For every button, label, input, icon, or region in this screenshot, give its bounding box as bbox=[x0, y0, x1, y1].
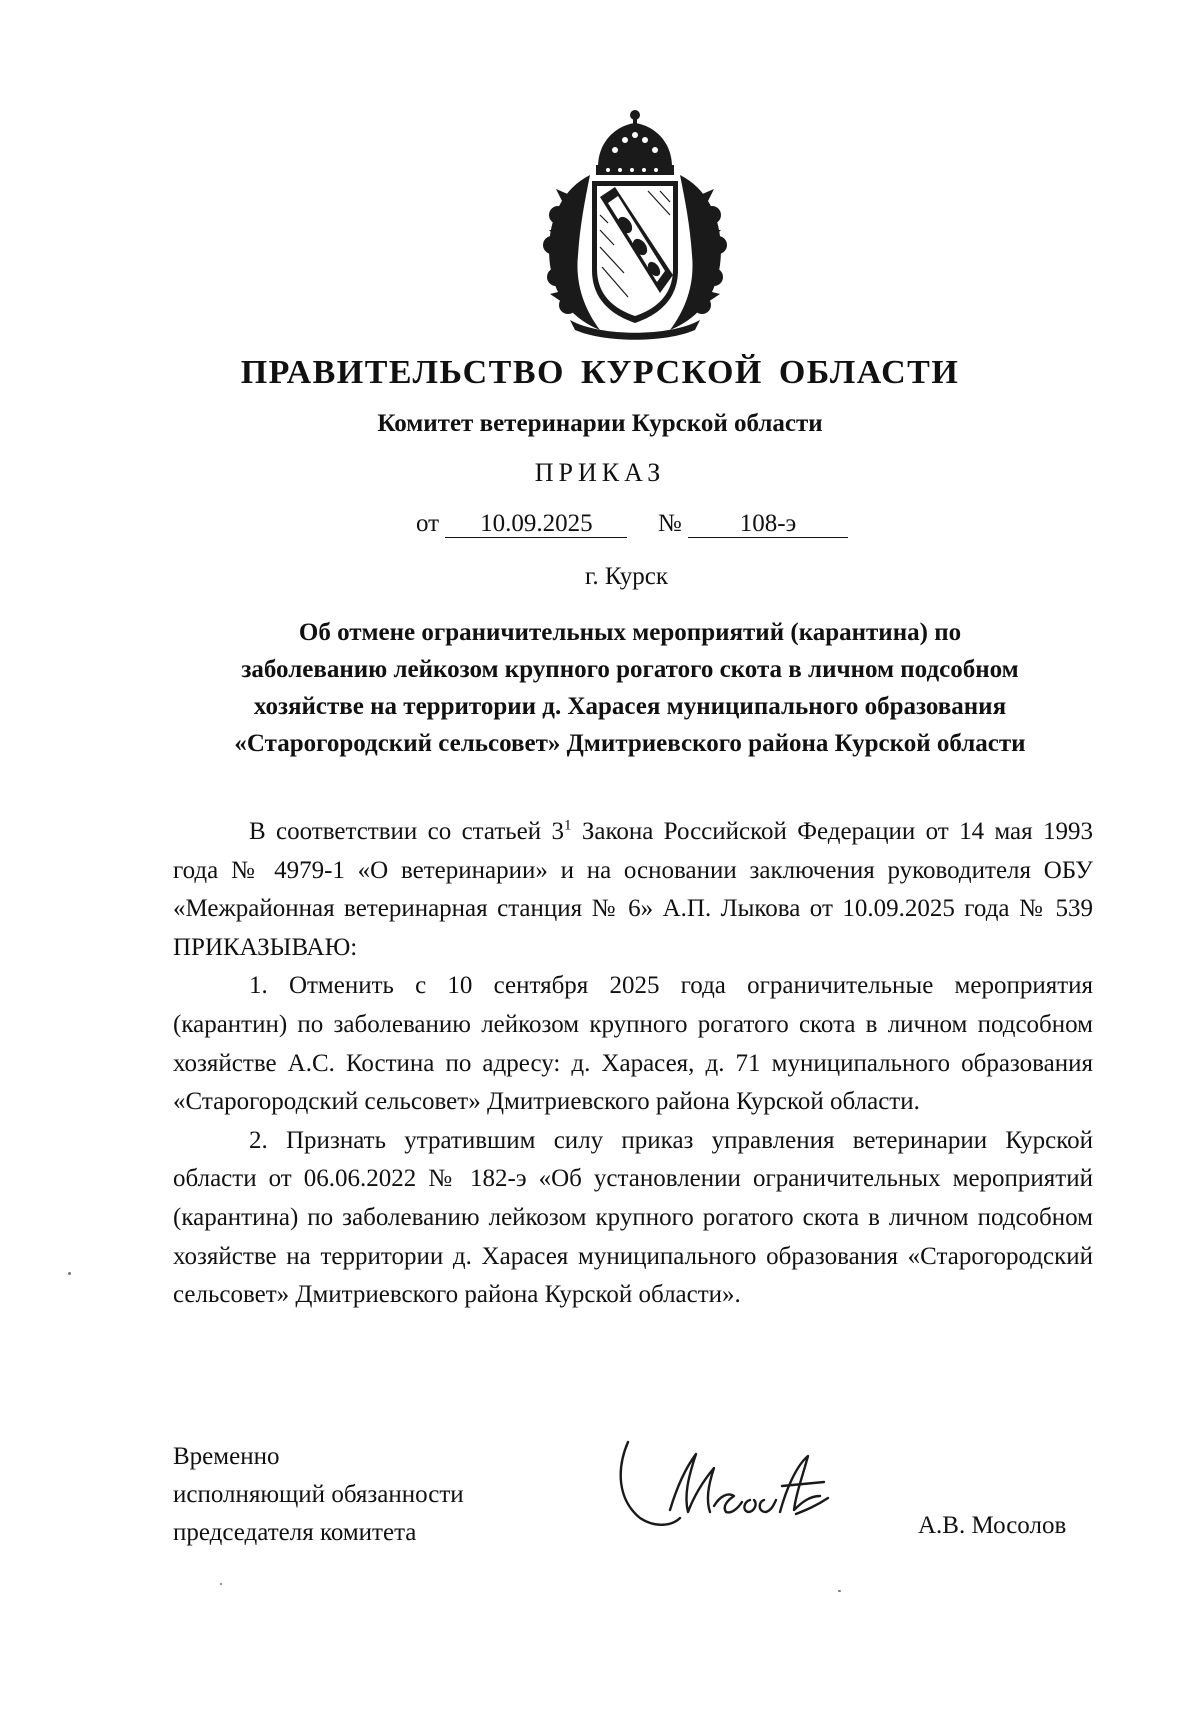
scan-speck bbox=[220, 1583, 222, 1585]
date-prefix: от bbox=[416, 510, 440, 537]
scan-speck bbox=[68, 1272, 71, 1275]
number-prefix: № bbox=[657, 510, 682, 537]
preamble-text-b: Закона Российской Федерации от 14 мая 1993 года № 4979-1 «О ветеринарии» и на основании заключения руководителя ОБУ «Межрайонная ветеринарная станция № 6» А.П. Лыкова от 10.09.2025 года № 539 ПРИКАЗЫВАЮ: bbox=[173, 818, 1094, 961]
document-body bbox=[173, 813, 1093, 1315]
subject-line: заболеванию лейкозом крупного рогатого скота в личном подсобном bbox=[241, 656, 1019, 683]
signer-position-line: председателя комитета bbox=[173, 1519, 417, 1546]
signer-position bbox=[173, 1438, 464, 1552]
committee-name: Комитет ветеринарии Курской области bbox=[377, 410, 823, 437]
article-superscript: 1 bbox=[564, 817, 572, 834]
preamble-paragraph bbox=[173, 813, 1093, 967]
signer-position-line: Временно bbox=[173, 1443, 280, 1470]
coat-of-arms-icon bbox=[530, 105, 740, 340]
order-item-1: 1. Отменить с 10 сентября 2025 года ограничительные мероприятия (карантин) по заболеванию лейкозом крупного рогатого скота в личном подсобном хозяйстве А.С. Костина по адресу: д. Харасея, д. 71 муниципального образования «Старогородский сельсовет» Дмитриевского района Курской области. bbox=[173, 972, 1093, 1116]
subject-line: хозяйстве на территории д. Харасея муниципального образования bbox=[253, 693, 1007, 720]
document-number: 108-э bbox=[688, 511, 848, 538]
document-date: 10.09.2025 bbox=[445, 511, 627, 538]
date-number-line bbox=[416, 510, 848, 538]
signer-position-line: исполняющий обязанности bbox=[173, 1481, 464, 1508]
handwritten-signature bbox=[610, 1430, 850, 1535]
scan-speck bbox=[838, 1590, 841, 1592]
document-type: ПРИКАЗ bbox=[534, 458, 666, 487]
subject-line: Об отмене ограничительных мероприятий (карантина) по bbox=[298, 619, 962, 646]
document-subject bbox=[180, 614, 1080, 762]
subject-line: «Старогородский сельсовет» Дмитриевского района Курской области bbox=[234, 730, 1026, 757]
government-title: ПРАВИТЕЛЬСТВО КУРСКОЙ ОБЛАСТИ bbox=[240, 354, 960, 391]
order-item-2: 2. Признать утратившим силу приказ управления ветеринарии Курской области от 06.06.2022 № 182-э «Об установлении ограничительных мероприятий (карантина) по заболеванию лейкозом крупного рогатого скота в личном подсобном хозяйстве на территории д. Харасея муниципального образования «Старогородский сельсовет» Дмитриевского района Курской области». bbox=[173, 1126, 1093, 1309]
preamble-text-a: В соответствии со статьей 3 bbox=[249, 818, 564, 845]
signer-name: А.В. Мосолов bbox=[918, 1512, 1067, 1539]
city: г. Курск bbox=[585, 563, 668, 590]
